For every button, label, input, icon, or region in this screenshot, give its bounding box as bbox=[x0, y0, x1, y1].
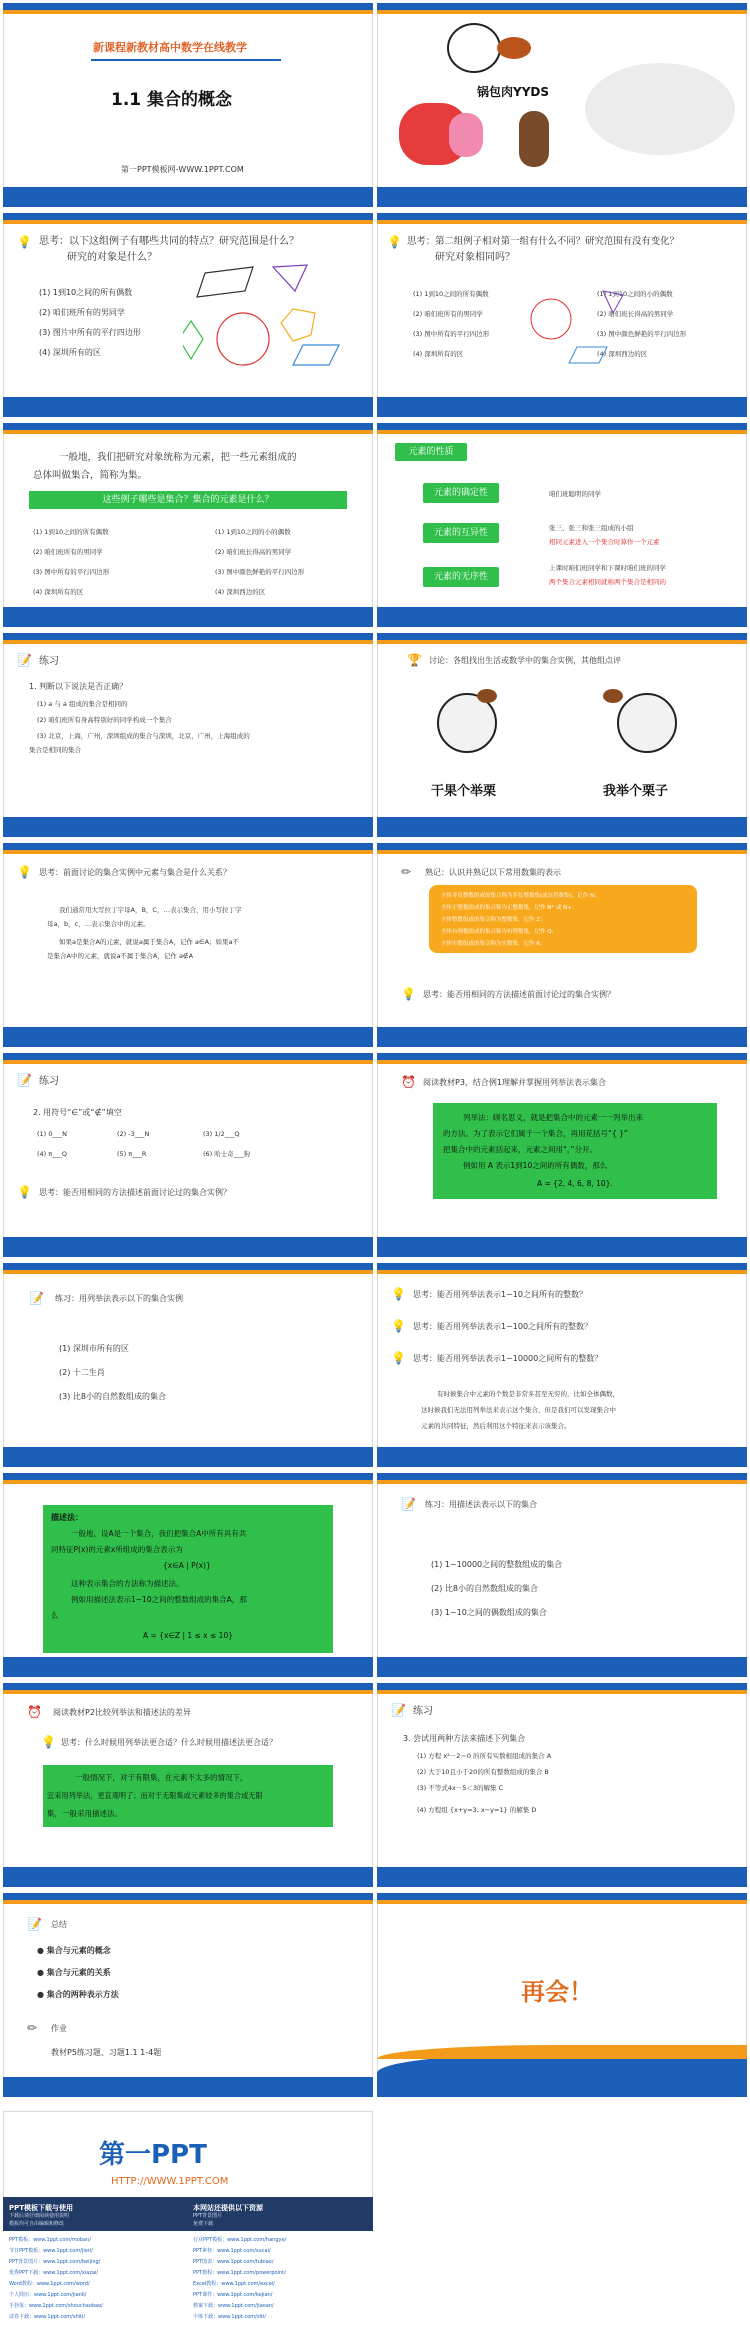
exercise-line: (2) 咱们班所有身高特别好的同学构成一个集合 bbox=[37, 716, 172, 724]
homework-title: 作业 bbox=[51, 2024, 67, 2033]
homework-text: 教材P5练习题、习题1.1 1-4题 bbox=[51, 2048, 162, 2057]
top-bar bbox=[3, 1683, 373, 1690]
top-bar bbox=[377, 423, 747, 430]
clock-icon: ⏰ bbox=[27, 1705, 42, 1719]
slide-8-discussion[interactable] bbox=[377, 633, 747, 837]
slide-19-summary[interactable] bbox=[3, 1893, 373, 2097]
notepad-icon: 📝 bbox=[401, 1497, 416, 1511]
bottom-bar bbox=[377, 1447, 747, 1467]
footer-link[interactable]: 优秀PPT下载：www.1ppt.com/xiazai/ bbox=[9, 2270, 99, 2276]
slide-4-compare[interactable] bbox=[377, 213, 747, 417]
slide-1-title[interactable] bbox=[3, 3, 373, 207]
top-bar bbox=[377, 3, 747, 10]
property-tag: 元素的确定性 bbox=[423, 483, 499, 503]
top-bar bbox=[377, 1683, 747, 1690]
list-method-line: 列举法：顾名思义，就是把集合中的元素一一列举出来 bbox=[463, 1113, 643, 1122]
chestnut-icon bbox=[477, 689, 497, 703]
description-line: 一般地，设A是一个集合，我们把集合A中所有具有共 bbox=[71, 1529, 247, 1538]
definition-line-2: 总体叫做集合，简称为集。 bbox=[33, 470, 148, 481]
number-set-line: 全体整数组成的集合称为整数集，记作 Z； bbox=[441, 917, 546, 923]
footer-url[interactable]: HTTP://WWW.1PPT.COM bbox=[111, 2176, 229, 2187]
slide-3-question[interactable] bbox=[3, 213, 373, 417]
bottom-bar bbox=[3, 1867, 373, 1887]
question-line-1: 思考：第二组例子相对第一组有什么不同？研究范围有没有变化？ bbox=[407, 236, 679, 247]
left-item: (4) 深圳所有的区 bbox=[33, 588, 84, 596]
properties-header: 元素的性质 bbox=[395, 443, 467, 461]
meme-right-icon bbox=[617, 693, 677, 753]
list-method-line: A = {2, 4, 6, 8, 10}. bbox=[537, 1179, 613, 1188]
top-bar bbox=[3, 1893, 373, 1900]
exercise-item: (2) 大于10且小于20的所有整数组成的集合 B bbox=[417, 1768, 549, 1776]
definition-line-1: 一般地，我们把研究对象统称为元素，把一些元素组成的 bbox=[59, 452, 297, 463]
right-item: (3) 图中颜色鲜艳的平行四边形 bbox=[215, 568, 305, 576]
bottom-bar bbox=[377, 1237, 747, 1257]
shapes-illustration bbox=[183, 261, 363, 371]
description-line: 描述法： bbox=[51, 1513, 83, 1522]
bottom-bar bbox=[377, 607, 747, 627]
slide-5-definition[interactable] bbox=[3, 423, 373, 627]
explain-line: 有时候集合中元素的个数是非常多甚至无穷的，比如全体偶数， bbox=[437, 1390, 619, 1398]
number-sets-title: 熟记：认识并熟记以下常用数集的表示 bbox=[425, 868, 561, 877]
list-item: (2) 咱们班所有的男同学 bbox=[39, 308, 125, 317]
bottom-bar bbox=[3, 1657, 373, 1677]
footer-left-sub: 模板均可自由编辑和修改 bbox=[9, 2221, 65, 2227]
question-line: 思考：能否用列举法表示1~10之间所有的整数？ bbox=[413, 1290, 587, 1299]
fill-cell: (2) -3___N bbox=[117, 1130, 150, 1138]
property-tag: 元素的无序性 bbox=[423, 567, 499, 587]
lightbulb-icon: 💡 bbox=[391, 1351, 406, 1365]
slide-20-goodbye[interactable] bbox=[377, 1893, 747, 2097]
top-stripe bbox=[3, 10, 373, 14]
left-item: (4) 深圳所有的区 bbox=[413, 350, 464, 358]
left-item: (2) 咱们班所有的男同学 bbox=[413, 310, 483, 318]
geometry-tools-icon bbox=[585, 63, 735, 155]
number-set-line: 全体正整数组成的集合称为正整数集，记作 N* 或 N+； bbox=[441, 905, 578, 911]
slide-10-number-sets[interactable] bbox=[377, 843, 747, 1047]
brand-underline bbox=[91, 59, 281, 61]
property-example: 上课时咱们班同学和下课时咱们班的同学 bbox=[549, 564, 666, 572]
fill-cell: (3) 1/2___Q bbox=[203, 1130, 240, 1138]
footer-link[interactable]: Word教程：www.1ppt.com/word/ bbox=[9, 2281, 90, 2287]
exercise-title: 练习 bbox=[413, 1706, 433, 1717]
site-text: 第一PPT模板网-WWW.1PPT.COM bbox=[121, 165, 244, 174]
chestnut-icon bbox=[603, 689, 623, 703]
bottom-bar bbox=[377, 397, 747, 417]
top-stripe bbox=[3, 640, 373, 644]
top-bar bbox=[3, 3, 373, 10]
question-line-1: 思考：以下这组例子有哪些共同的特点？研究范围是什么？ bbox=[39, 236, 299, 247]
top-bar bbox=[3, 1053, 373, 1060]
number-set-line: 全体有理数组成的集合称为有理数集，记作 Q； bbox=[441, 929, 558, 935]
slide-14-questions[interactable] bbox=[377, 1263, 747, 1467]
left-item: (1) 1到10之间的所有偶数 bbox=[413, 290, 489, 298]
top-stripe bbox=[3, 220, 373, 224]
meme-caption-left: 干果个举栗 bbox=[431, 784, 497, 799]
top-stripe bbox=[377, 640, 747, 644]
lightbulb-icon: 💡 bbox=[17, 235, 32, 249]
description-box bbox=[43, 1505, 333, 1653]
exercise-item: (4) 方程组 {x+y=3, x−y=1} 的解集 D bbox=[417, 1806, 537, 1814]
footer-link[interactable]: 字体下载：www.1ppt.com/ziti/ bbox=[193, 2314, 266, 2320]
top-stripe bbox=[377, 1480, 747, 1484]
slide-17-compare-methods[interactable] bbox=[3, 1683, 373, 1887]
property-example: 张三、张三和张三组成的小组 bbox=[549, 524, 634, 532]
top-stripe bbox=[3, 1900, 373, 1904]
compare-line: 宜采用列举法，更直观明了；而对于无限集或元素较多的集合或无限 bbox=[47, 1791, 263, 1800]
description-line: {x∈A | P(x)} bbox=[163, 1561, 211, 1570]
question-box bbox=[29, 491, 347, 509]
description-line: 例如用描述法表示1~10之间的整数组成的集合A，那 bbox=[71, 1595, 247, 1604]
slide-13-exercise[interactable] bbox=[3, 1263, 373, 1467]
footer-link[interactable]: Excel教程：www.1ppt.com/excel/ bbox=[193, 2281, 275, 2287]
slide-6-properties[interactable] bbox=[377, 423, 747, 627]
exercise-line: (1) a 与 a 组成的集合是相同的 bbox=[37, 700, 128, 708]
exercise-item: (1) 方程 x²－2＝0 的所有实数根组成的集合 A bbox=[417, 1752, 552, 1760]
left-item: (2) 咱们班所有的男同学 bbox=[33, 548, 103, 556]
meme-caption-right: 我举个栗子 bbox=[603, 784, 669, 799]
exercise-item: (1) 1~10000之间的整数组成的集合 bbox=[431, 1560, 563, 1569]
top-stripe bbox=[377, 1900, 747, 1904]
footer-left-title: PPT模板下载与使用 bbox=[9, 2204, 74, 2212]
property-example: 咱们班聪明的同学 bbox=[549, 490, 601, 498]
footer-link[interactable]: 手抄报：www.1ppt.com/shouchaobao/ bbox=[9, 2303, 103, 2309]
footer-link[interactable]: PPT素材：www.1ppt.com/sucai/ bbox=[193, 2248, 271, 2254]
bottom-bar bbox=[3, 2077, 373, 2097]
top-bar bbox=[3, 843, 373, 850]
top-stripe bbox=[377, 430, 747, 434]
footer-link[interactable]: 试卷下载：www.1ppt.com/shiti/ bbox=[9, 2314, 86, 2320]
footer-link[interactable]: PPT教程：www.1ppt.com/powerpoint/ bbox=[193, 2270, 286, 2276]
notepad-icon: 📝 bbox=[17, 653, 32, 667]
goodbye-text: 再会！ bbox=[521, 1978, 593, 2006]
footer-links-area bbox=[3, 2231, 373, 2329]
compare-question: 思考：什么时候用列举法更合适？什么时候用描述法更合适？ bbox=[61, 1738, 277, 1747]
fill-cell: (1) 0___N bbox=[37, 1130, 68, 1138]
exercise-line: (3) 北京，上海，广州，深圳组成的集合与深圳，北京，广州，上海组成的 bbox=[37, 732, 250, 740]
notepad-icon: 📝 bbox=[17, 1073, 32, 1087]
meme-caption: 锅包肉YYDS bbox=[477, 85, 549, 99]
right-item: (4) 深圳西边的区 bbox=[597, 350, 648, 358]
bottom-bar bbox=[377, 1867, 747, 1887]
bottom-bar bbox=[377, 1027, 747, 1047]
summary-item-text: 集合的两种表示方法 bbox=[46, 1990, 119, 1999]
question-box-text: 这些例子哪些是集合？集合的元素是什么？ bbox=[102, 495, 274, 505]
exercise-item: (3) 比8小的自然数组成的集合 bbox=[59, 1392, 166, 1401]
top-stripe bbox=[3, 1480, 373, 1484]
top-bar bbox=[377, 1263, 747, 1270]
slide-2-memes[interactable] bbox=[377, 3, 747, 207]
slide-11-exercise[interactable] bbox=[3, 1053, 373, 1257]
footer-link[interactable]: PPT背景图片：www.1ppt.com/beijing/ bbox=[9, 2259, 101, 2265]
footer-left-sub: 下载后请仔细阅读使用说明 bbox=[9, 2213, 70, 2219]
question-line-2: 研究的对象是什么？ bbox=[67, 252, 157, 263]
footer-link[interactable]: 行业PPT模板：www.1ppt.com/hangye/ bbox=[193, 2237, 287, 2243]
footer-right-sub: PPT背景图片 bbox=[193, 2213, 223, 2219]
number-set-line: 全体实数组成的集合称为实数集，记作 R。 bbox=[441, 941, 546, 947]
top-bar bbox=[377, 213, 747, 220]
description-line: 同特征P(x)的元素x所组成的集合表示为 bbox=[51, 1545, 183, 1554]
bottom-bar bbox=[3, 607, 373, 627]
top-bar bbox=[3, 1473, 373, 1480]
list-item: (3) 图片中所有的平行四边形 bbox=[39, 328, 141, 337]
top-stripe bbox=[3, 1270, 373, 1274]
explain-line: 元素的共同特征，然后利用这个特征来表示该集合。 bbox=[421, 1422, 571, 1430]
top-bar bbox=[377, 1053, 747, 1060]
relation-line: 母a，b，c，…表示集合中的元素。 bbox=[47, 920, 150, 928]
lightbulb-icon: 💡 bbox=[41, 1735, 56, 1749]
bottom-bar bbox=[3, 817, 373, 837]
description-line: 这种表示集合的方法称为描述法。 bbox=[71, 1579, 184, 1588]
list-method-line: 例如用 A 表示1到10之间的所有偶数，那么 bbox=[463, 1161, 608, 1170]
property-rule: 相同元素进入一个集合时算作一个元素 bbox=[549, 538, 660, 546]
notepad-icon: 📝 bbox=[29, 1291, 44, 1305]
exercise-line: 3. 尝试用两种方法来描述下列集合 bbox=[403, 1734, 526, 1743]
exercise-title: 练习 bbox=[39, 1076, 59, 1087]
bottom-bar bbox=[377, 187, 747, 207]
right-item: (1) 1到10之间的小的偶数 bbox=[215, 528, 291, 536]
exercise-line: 集合是相同的集合 bbox=[29, 746, 81, 754]
brand-text: 新课程新教材高中数学在线教学 bbox=[93, 41, 247, 54]
slide-12-list-method[interactable] bbox=[377, 1053, 747, 1257]
explain-line: 这时候我们无法用列举法来表示这个集合，但是我们可以发现集合中 bbox=[421, 1406, 616, 1414]
exercise-question: 思考：能否用相同的方法描述前面讨论过的集合实例？ bbox=[39, 1188, 231, 1197]
summary-item: ● 集合的两种表示方法 bbox=[37, 1990, 119, 1999]
footer-logo: 第一PPT bbox=[99, 2140, 207, 2170]
exercise-item: (2) 比8小的自然数组成的集合 bbox=[431, 1584, 538, 1593]
top-stripe bbox=[377, 1690, 747, 1694]
bottom-bar bbox=[377, 1657, 747, 1677]
fill-cell: (5) π___R bbox=[117, 1150, 147, 1158]
number-sets-box bbox=[429, 885, 697, 953]
list-method-line: 把集合中的元素括起来，元素之间用“，”分开。 bbox=[443, 1145, 598, 1154]
footer-link[interactable]: 教案下载：www.1ppt.com/jiaoan/ bbox=[193, 2303, 274, 2309]
footer-right-sub: 免费下载 bbox=[193, 2221, 214, 2227]
slide-9-relation[interactable] bbox=[3, 843, 373, 1047]
compare-line: 集，一般采用描述法。 bbox=[47, 1809, 122, 1818]
top-bar bbox=[3, 423, 373, 430]
pink-monster-icon bbox=[449, 113, 483, 157]
left-item: (1) 1到10之间的所有偶数 bbox=[33, 528, 109, 536]
list-method-line: 的方法。为了表示它们属于一个集合，再用花括号“{ }” bbox=[443, 1129, 628, 1138]
property-tag: 元素的互异性 bbox=[423, 523, 499, 543]
right-item: (4) 深圳西边的区 bbox=[215, 588, 266, 596]
question-line: 思考：能否用列举法表示1~10000之间所有的整数？ bbox=[413, 1354, 603, 1363]
pencil-icon: ✏ bbox=[27, 2021, 38, 2035]
bottom-bar bbox=[3, 1447, 373, 1467]
exercise-item: (3) 1~10之间的偶数组成的集合 bbox=[431, 1608, 547, 1617]
question-line: 思考：能否用列举法表示1~100之间所有的整数？ bbox=[413, 1322, 593, 1331]
bottom-bar bbox=[3, 1027, 373, 1047]
fill-cell: (6) 哈士奇___狗 bbox=[203, 1150, 251, 1158]
bottom-bar bbox=[3, 187, 373, 207]
list-item: (1) 1到10之间的所有偶数 bbox=[39, 288, 133, 297]
description-line: A = {x∈Z | 1 ≤ x ≤ 10} bbox=[143, 1631, 233, 1640]
footer-right-title: 本网站还提供以下资源 bbox=[193, 2204, 263, 2212]
right-item: (2) 咱们班长得高的男同学 bbox=[597, 310, 674, 318]
summary-item-text: 集合与元素的概念 bbox=[46, 1946, 111, 1955]
meme-face-icon bbox=[447, 23, 501, 73]
relation-question: 思考：前面讨论的集合实例中元素与集合是什么关系？ bbox=[39, 868, 231, 877]
lightbulb-icon: 💡 bbox=[17, 1185, 32, 1199]
summary-title: 总结 bbox=[51, 1920, 67, 1929]
footer-link[interactable]: 个人简历：www.1ppt.com/jianli/ bbox=[9, 2292, 87, 2298]
slide-15-description-method[interactable] bbox=[3, 1473, 373, 1677]
top-stripe bbox=[377, 1060, 747, 1064]
footer-ad[interactable] bbox=[3, 2111, 373, 2329]
clock-icon: ⏰ bbox=[401, 1075, 416, 1089]
top-bar bbox=[377, 633, 747, 640]
top-bar bbox=[3, 1263, 373, 1270]
number-sets-question: 思考：能否用相同的方法描述前面讨论过的集合实例？ bbox=[423, 990, 615, 999]
slide-18-exercise[interactable] bbox=[377, 1683, 747, 1887]
top-stripe bbox=[377, 220, 747, 224]
wave-decoration bbox=[377, 2053, 747, 2097]
slide-7-exercise[interactable] bbox=[3, 633, 373, 837]
exercise-item: (3) 不等式4x－5＜3的解集 C bbox=[417, 1784, 504, 1792]
compare-box bbox=[43, 1765, 333, 1827]
summary-item-text: 集合与元素的关系 bbox=[46, 1968, 111, 1977]
right-item: (2) 咱们班长得高的男同学 bbox=[215, 548, 292, 556]
exercise-title: 练习 bbox=[39, 656, 59, 667]
footer-link[interactable]: PPT模板：www.1ppt.com/moban/ bbox=[9, 2237, 91, 2243]
property-rule: 两个集合元素相同就称两个集合是相同的 bbox=[549, 578, 666, 586]
top-stripe bbox=[377, 10, 747, 14]
question-line-2: 研究对象相同吗？ bbox=[435, 252, 515, 263]
right-item: (1) 1到10之间的小的偶数 bbox=[597, 290, 673, 298]
top-bar bbox=[377, 1473, 747, 1480]
lightbulb-icon: 💡 bbox=[17, 865, 32, 879]
exercise-title: 练习：用描述法表示以下的集合 bbox=[425, 1500, 537, 1509]
summary-item: ● 集合与元素的关系 bbox=[37, 1968, 111, 1977]
exercise-line: 2. 用符号“∈”或“∉”填空 bbox=[33, 1108, 122, 1117]
exercise-item: (2) 十二生肖 bbox=[59, 1368, 105, 1377]
slide-16-exercise[interactable] bbox=[377, 1473, 747, 1677]
lightbulb-icon: 💡 bbox=[391, 1319, 406, 1333]
relation-line: 如果a是集合A的元素，就说a属于集合A，记作 a∈A；如果a不 bbox=[59, 938, 240, 946]
lightbulb-icon: 💡 bbox=[401, 987, 416, 1001]
notepad-icon: 📝 bbox=[391, 1703, 406, 1717]
top-stripe bbox=[3, 430, 373, 434]
summary-item: ● 集合与元素的概念 bbox=[37, 1946, 111, 1955]
lightbulb-icon: 💡 bbox=[391, 1287, 406, 1301]
compare-title: 阅读教材P2比较列举法和描述法的差异 bbox=[53, 1708, 191, 1717]
bottom-bar bbox=[3, 397, 373, 417]
relation-line: 我们通常用大写拉丁字母A，B，C，…表示集合，用小写拉丁字 bbox=[59, 906, 242, 914]
exercise-title: 练习：用列举法表示以下的集合实例 bbox=[55, 1294, 183, 1303]
top-stripe bbox=[3, 850, 373, 854]
top-bar bbox=[377, 843, 747, 850]
description-line: 么 bbox=[51, 1611, 59, 1620]
top-bar bbox=[3, 213, 373, 220]
left-item: (3) 图中所有的平行四边形 bbox=[33, 568, 110, 576]
top-stripe bbox=[377, 1270, 747, 1274]
list-method-title: 阅读教材P3，结合例1理解并掌握用列举法表示集合 bbox=[423, 1078, 607, 1087]
relation-line: 是集合A中的元素，就说a不属于集合A，记作 a∉A bbox=[47, 952, 194, 960]
list-method-box bbox=[433, 1103, 717, 1199]
compare-line: 一般情况下，对于有限集，在元素不太多的情况下， bbox=[75, 1773, 248, 1782]
top-stripe bbox=[377, 850, 747, 854]
right-item: (3) 图中颜色鲜艳的平行四边形 bbox=[597, 330, 687, 338]
wave-decoration bbox=[377, 2045, 747, 2059]
pork-dish-icon bbox=[497, 37, 531, 59]
left-item: (3) 图中所有的平行四边形 bbox=[413, 330, 490, 338]
exercise-line: 1. 判断以下说法是否正确？ bbox=[29, 682, 128, 691]
trophy-icon: 🏆 bbox=[407, 653, 422, 667]
footer-link[interactable]: PPT图表：www.1ppt.com/tubiao/ bbox=[193, 2259, 274, 2265]
footer-link[interactable]: 节日PPT模板：www.1ppt.com/jieri/ bbox=[9, 2248, 93, 2254]
notepad-icon: 📝 bbox=[27, 1917, 42, 1931]
pencil-icon: ✏ bbox=[401, 865, 412, 879]
top-bar bbox=[377, 1893, 747, 1900]
top-stripe bbox=[3, 1060, 373, 1064]
discussion-title: 讨论：各组找出生活或数学中的集合实例，其他组点评 bbox=[429, 656, 621, 665]
shapes-illustration bbox=[507, 267, 627, 367]
fill-cell: (4) π___Q bbox=[37, 1150, 68, 1158]
basketball-player-icon bbox=[519, 111, 549, 167]
footer-link[interactable]: PPT课件：www.1ppt.com/kejian/ bbox=[193, 2292, 273, 2298]
page-title: 1.1 集合的概念 bbox=[111, 90, 233, 110]
lightbulb-icon: 💡 bbox=[387, 235, 402, 249]
number-set-line: 全体非负整数组成的集合称为非负整数集(或自然数集)，记作 N； bbox=[441, 893, 600, 899]
bottom-bar bbox=[3, 1237, 373, 1257]
bottom-bar bbox=[377, 817, 747, 837]
list-item: (4) 深圳所有的区 bbox=[39, 348, 101, 357]
exercise-item: (1) 深圳市所有的区 bbox=[59, 1344, 129, 1353]
top-bar bbox=[3, 633, 373, 640]
top-stripe bbox=[3, 1690, 373, 1694]
